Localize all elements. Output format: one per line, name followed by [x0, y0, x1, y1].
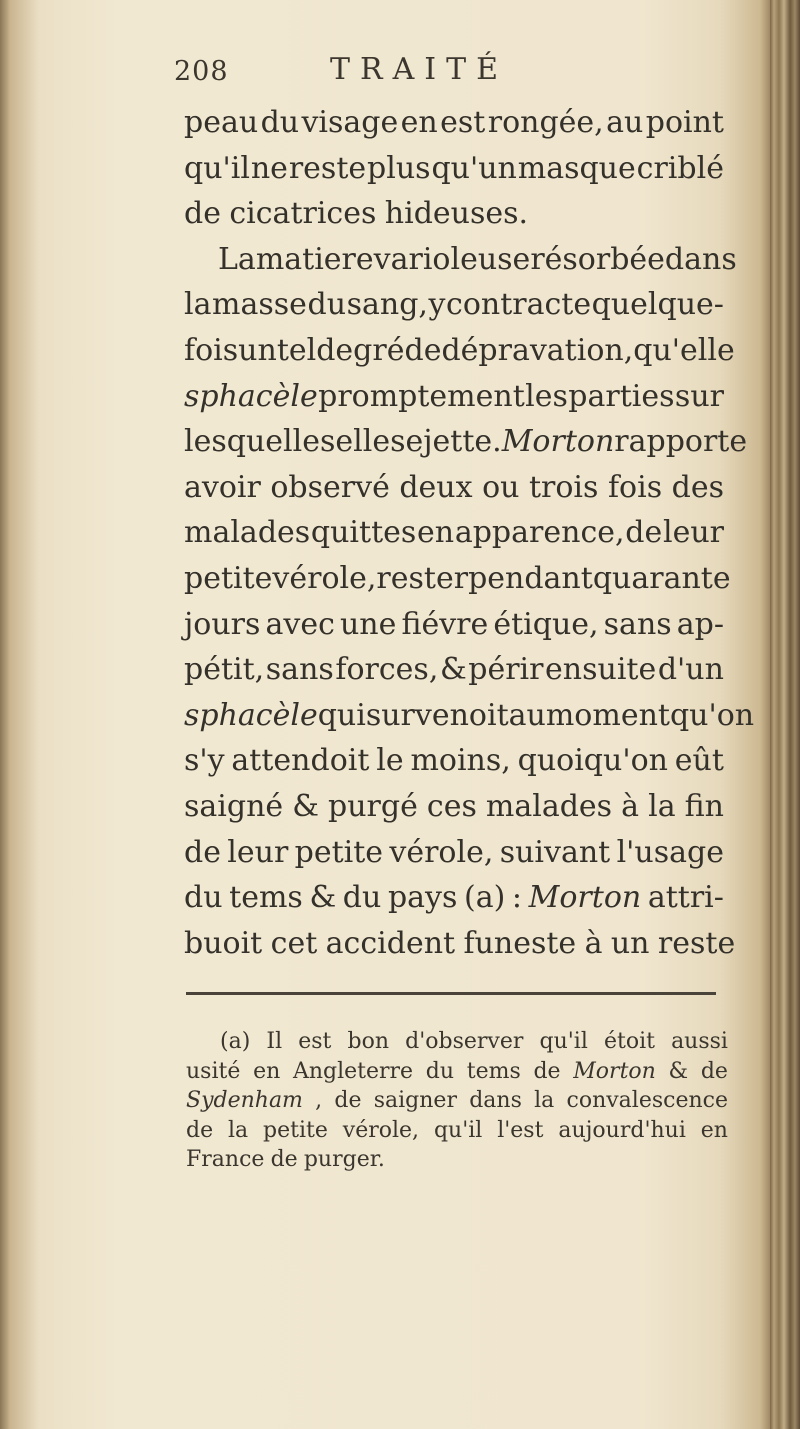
body-text-word: fin: [684, 788, 724, 824]
footnote-word: usité: [186, 1058, 241, 1084]
body-text-word: degré: [316, 332, 405, 368]
body-text-word: dépravation,: [441, 332, 634, 368]
body-text-word: ap-: [676, 606, 724, 642]
body-text-word: peau: [184, 105, 259, 140]
body-text-line: [184, 921, 736, 967]
footnote-word: convalescence: [566, 1088, 728, 1113]
body-text-word: au: [508, 697, 546, 733]
body-text-word: vérole,: [389, 834, 494, 870]
body-text-word: qui: [317, 697, 366, 733]
body-text-word: apparence,: [454, 515, 625, 551]
body-text-line: [184, 738, 724, 784]
body-text-word: petite: [184, 560, 273, 596]
body-text-word: la: [648, 788, 676, 824]
body-text-word: sang,: [346, 287, 428, 323]
body-text-line: [184, 875, 724, 921]
body-text-line: [184, 328, 735, 374]
body-text-word: trois: [528, 469, 599, 505]
body-text-line: [184, 100, 724, 146]
body-text-word: criblé: [636, 150, 724, 186]
body-text-word: accident: [325, 925, 456, 961]
body-text-line: [184, 556, 731, 602]
body-text-line: [184, 510, 724, 556]
body-text-word: leur: [227, 834, 289, 870]
body-text-word: varioleuse: [373, 241, 531, 277]
body-text-word: sur: [674, 378, 724, 414]
body-text-word: petite: [294, 834, 384, 870]
body-text-word: Morton: [501, 424, 615, 460]
body-text-word: est: [440, 105, 486, 140]
body-text-word: eût: [674, 743, 724, 779]
body-text-word: observé: [270, 469, 390, 505]
body-text-word: funeste: [463, 925, 577, 961]
footnote-word: de: [334, 1088, 362, 1113]
running-title: TRAITÉ: [330, 52, 509, 87]
body-text-word: &: [292, 788, 319, 824]
footnote-line: [186, 1116, 728, 1146]
body-text-word: fiévre: [401, 606, 489, 642]
body-text-word: les: [525, 378, 568, 414]
body-text-word: jette.: [423, 424, 502, 460]
body-text-word: suivant: [499, 834, 611, 870]
body-text-word: quittes: [310, 515, 417, 551]
body-text-word: de: [404, 332, 442, 368]
footnote-word: &: [668, 1058, 689, 1084]
body-text-word: en: [417, 515, 455, 551]
body-text-word: elle: [335, 424, 391, 460]
body-text-word: jours: [184, 606, 261, 642]
body-text-word: rester: [376, 560, 469, 596]
body-text-word: un: [610, 925, 650, 961]
body-text-word: dans: [664, 241, 737, 277]
body-text-word: du: [342, 880, 382, 916]
body-text-word: tel: [276, 332, 317, 368]
footnote-word: Sydenham: [186, 1088, 303, 1113]
footnote-word: qu'il: [433, 1117, 483, 1143]
footnote-line: [186, 1027, 728, 1057]
body-text-word: promptement: [318, 378, 525, 414]
body-text-word: du: [184, 880, 223, 916]
footnote-word: étoit: [603, 1029, 655, 1054]
body-text-word: masque: [517, 150, 636, 186]
footnote-word: dans: [469, 1088, 522, 1113]
body-text-word: au: [606, 105, 644, 140]
body-text-word: quarante: [592, 560, 731, 596]
body-text-word: étique,: [493, 606, 599, 642]
book-page-edges: [770, 0, 800, 1429]
body-text-word: du: [307, 287, 347, 323]
body-text-word: deux: [399, 469, 473, 505]
body-text-word: qu'on: [669, 697, 755, 733]
footnote-word: de: [270, 1147, 298, 1172]
body-text-word: s'y: [184, 743, 225, 779]
body-text-word: le: [376, 743, 404, 779]
body-text-line: [184, 830, 724, 876]
footnote-word: bon: [347, 1029, 390, 1054]
body-text-word: pays: [387, 880, 458, 916]
body-text-word: rongée,: [487, 105, 604, 140]
footnote-word: est: [298, 1029, 332, 1054]
body-text-line: [184, 237, 737, 283]
body-text-word: parties: [568, 378, 675, 414]
body-text-word: contracte: [446, 287, 592, 323]
footnote-word: (a): [220, 1029, 251, 1054]
body-text-word: La: [218, 241, 256, 277]
body-text-word: malades: [184, 515, 311, 551]
body-text-word: en: [400, 105, 438, 140]
body-text-word: de: [625, 515, 663, 551]
body-text-word: &: [309, 880, 337, 916]
body-text-word: sans: [265, 652, 334, 688]
body-text-word: quelque-: [591, 287, 724, 323]
footnote-word: en: [700, 1117, 728, 1143]
body-text-word: ou: [482, 469, 520, 505]
body-text-word: cicatrices: [229, 196, 377, 232]
body-text-word: une: [339, 606, 397, 642]
body-text-word: forces,: [335, 652, 439, 688]
footnote-word: petite: [263, 1117, 328, 1143]
body-text-line: [184, 693, 755, 739]
body-text-word: reste: [657, 925, 736, 961]
footnote-word: d'observer: [405, 1029, 524, 1054]
body-text-word: ensuite: [545, 652, 657, 688]
footnote-word: de: [186, 1117, 214, 1143]
body-text-word: sans: [603, 606, 672, 642]
footnote-word: Angleterre: [292, 1058, 414, 1084]
footnote-word: tems: [466, 1058, 521, 1084]
body-text-word: masse: [212, 287, 307, 323]
body-text-word: à: [621, 788, 640, 824]
body-text-line: [184, 647, 724, 693]
footnote-line: [186, 1145, 728, 1175]
body-text-word: à: [584, 925, 603, 961]
body-text-word: :: [511, 880, 523, 916]
body-text-word: rapporte: [614, 424, 748, 460]
body-text-word: qu'elle: [633, 332, 735, 368]
body-text-word: qu'il: [184, 150, 250, 186]
body-text-word: purgé: [328, 788, 418, 824]
footnote-word: du: [425, 1058, 455, 1084]
body-text-word: ces: [426, 788, 477, 824]
body-text-word: fois: [184, 332, 239, 368]
body-text-word: résorbée: [530, 241, 665, 277]
footnote-word: en: [253, 1058, 281, 1084]
footnote-word: Il: [266, 1029, 283, 1054]
body-text-word: qu'un: [431, 150, 517, 186]
body-text-word: point: [645, 105, 724, 140]
body-text-word: avoir: [184, 469, 261, 505]
body-text-word: leur: [662, 515, 724, 551]
body-text-word: la: [184, 287, 212, 323]
footnote-word: vérole,: [342, 1117, 420, 1143]
footnote-word: aussi: [671, 1029, 728, 1054]
footnote-word: la: [228, 1117, 249, 1143]
body-text-line: [184, 784, 724, 830]
body-text-word: ne: [250, 150, 288, 186]
body-text-word: se: [390, 424, 424, 460]
footnote-word: ,: [315, 1088, 323, 1113]
body-text-word: tems: [229, 880, 303, 916]
body-text-word: avec: [265, 606, 335, 642]
body-text-word: cet: [270, 925, 318, 961]
body-text-word: survenoit: [365, 697, 509, 733]
body-text-word: pétit,: [184, 652, 265, 688]
footnote-word: saigner: [373, 1088, 457, 1113]
body-text-word: l'usage: [616, 834, 724, 870]
body-text: [184, 100, 755, 966]
footnote-line: [186, 1086, 728, 1116]
body-text-word: (a): [464, 880, 506, 916]
body-text-line: [184, 191, 724, 237]
body-text-word: malades: [485, 788, 613, 824]
body-text-line: [184, 282, 724, 328]
body-text-line: [184, 465, 724, 511]
running-header: [170, 52, 730, 94]
body-text-word: y: [428, 287, 446, 323]
body-text-word: du: [260, 105, 300, 140]
body-text-word: attendoit: [231, 743, 370, 779]
footnote-word: Morton: [573, 1058, 656, 1084]
footnote-word: purger.: [303, 1147, 385, 1172]
footnote-word: aujourd'hui: [558, 1117, 686, 1143]
body-text-line: [184, 419, 748, 465]
body-text-word: matiere: [255, 241, 374, 277]
body-text-word: quoiqu'on: [517, 743, 668, 779]
footnote-line: [186, 1057, 728, 1087]
body-text-word: d'un: [657, 652, 724, 688]
footnote-word: de: [533, 1058, 561, 1084]
body-text-word: plus: [367, 150, 431, 186]
footnote-word: l'est: [497, 1117, 544, 1143]
footnote-word: de: [700, 1058, 728, 1084]
body-text-word: de: [184, 196, 221, 232]
body-text-word: &: [439, 652, 467, 688]
footnote-word: France: [186, 1147, 265, 1172]
body-text-word: reste: [288, 150, 367, 186]
footnote-word: la: [534, 1088, 555, 1113]
body-text-word: visage: [301, 105, 399, 140]
body-text-word: sphacèle: [184, 697, 318, 733]
body-text-word: moment: [545, 697, 670, 733]
page-number: 208: [174, 56, 229, 87]
body-text-word: vérole,: [272, 560, 377, 596]
body-text-line: [184, 602, 724, 648]
body-text-word: pendant: [468, 560, 593, 596]
footnote-block: [186, 1027, 728, 1175]
body-text-word: de: [184, 834, 221, 870]
body-text-word: sphacèle: [184, 378, 318, 414]
footnote-word: qu'il: [539, 1029, 588, 1054]
body-text-word: Morton: [528, 880, 642, 916]
body-text-word: attri-: [647, 880, 724, 916]
body-text-word: périr: [468, 652, 544, 688]
body-text-word: lesquelles: [184, 424, 336, 460]
body-text-word: fois: [607, 469, 663, 505]
body-text-word: hideuses.: [384, 196, 529, 232]
footnote-separator-rule: [186, 992, 716, 995]
body-text-line: [184, 374, 724, 420]
body-text-word: des: [671, 469, 724, 505]
body-text-word: buoit: [184, 925, 263, 961]
body-text-line: [184, 146, 724, 192]
body-text-word: saigné: [184, 788, 284, 824]
body-text-word: un: [238, 332, 277, 368]
body-text-word: moins,: [410, 743, 511, 779]
